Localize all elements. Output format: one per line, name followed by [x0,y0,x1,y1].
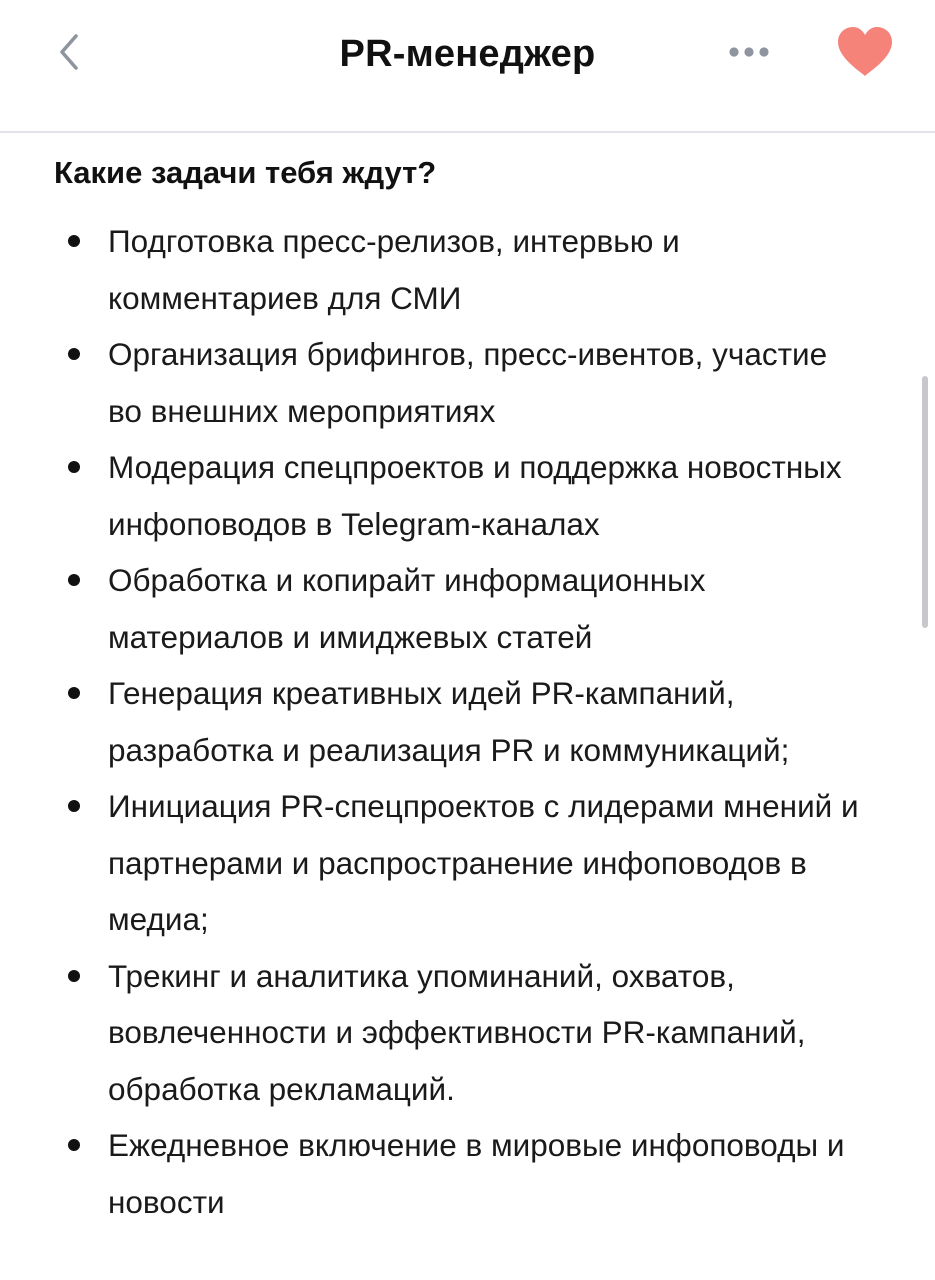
bullet-icon [68,970,80,982]
heart-icon [836,26,894,78]
bullet-icon [68,235,80,247]
list-item [0,1117,900,1230]
bullet-icon [68,1139,80,1151]
list-item [0,665,900,778]
list-item [0,552,900,665]
like-button[interactable] [832,22,898,82]
task-text: Организация брифингов, пресс-ивентов, участие во внешних мероприятиях [108,336,828,429]
task-list [0,213,900,1230]
task-text: Инициация PR-спецпроектов с лидерами мнений и партнерами и распространение инфоповодов в медиа; [108,788,859,937]
task-text: Трекинг и аналитика упоминаний, охватов, вовлеченности и эффективности PR-кампаний, обработка рекламаций. [108,957,806,1107]
list-item [0,948,900,1118]
more-horizontal-icon [727,46,771,58]
scrollbar[interactable] [922,376,928,628]
task-text: Подготовка пресс-релизов, интервью и комментариев для СМИ [108,223,680,316]
task-text: Обработка и копирайт информационных материалов и имиджевых статей [108,562,706,655]
list-item [0,326,900,439]
section-heading: Какие задачи тебя ждут? [54,155,437,190]
task-text: Генерация креативных идей PR-кампаний, разработка и реализация PR и коммуникаций; [108,675,790,768]
vacancy-content [0,135,935,1280]
bullet-icon [68,800,80,812]
bullet-icon [68,574,80,586]
page-title: PR-менеджер [339,33,596,75]
top-bar [0,0,935,133]
bullet-icon [68,687,80,699]
bullet-icon [68,461,80,473]
list-item [0,213,900,326]
more-options-button[interactable] [722,30,776,74]
list-item [0,439,900,552]
task-text: Модерация спецпроектов и поддержка новостных инфоповодов в Telegram-каналах [108,449,842,542]
list-item [0,778,900,948]
task-text: Ежедневное включение в мировые инфоповоды и новости [108,1127,845,1220]
bullet-icon [68,348,80,360]
